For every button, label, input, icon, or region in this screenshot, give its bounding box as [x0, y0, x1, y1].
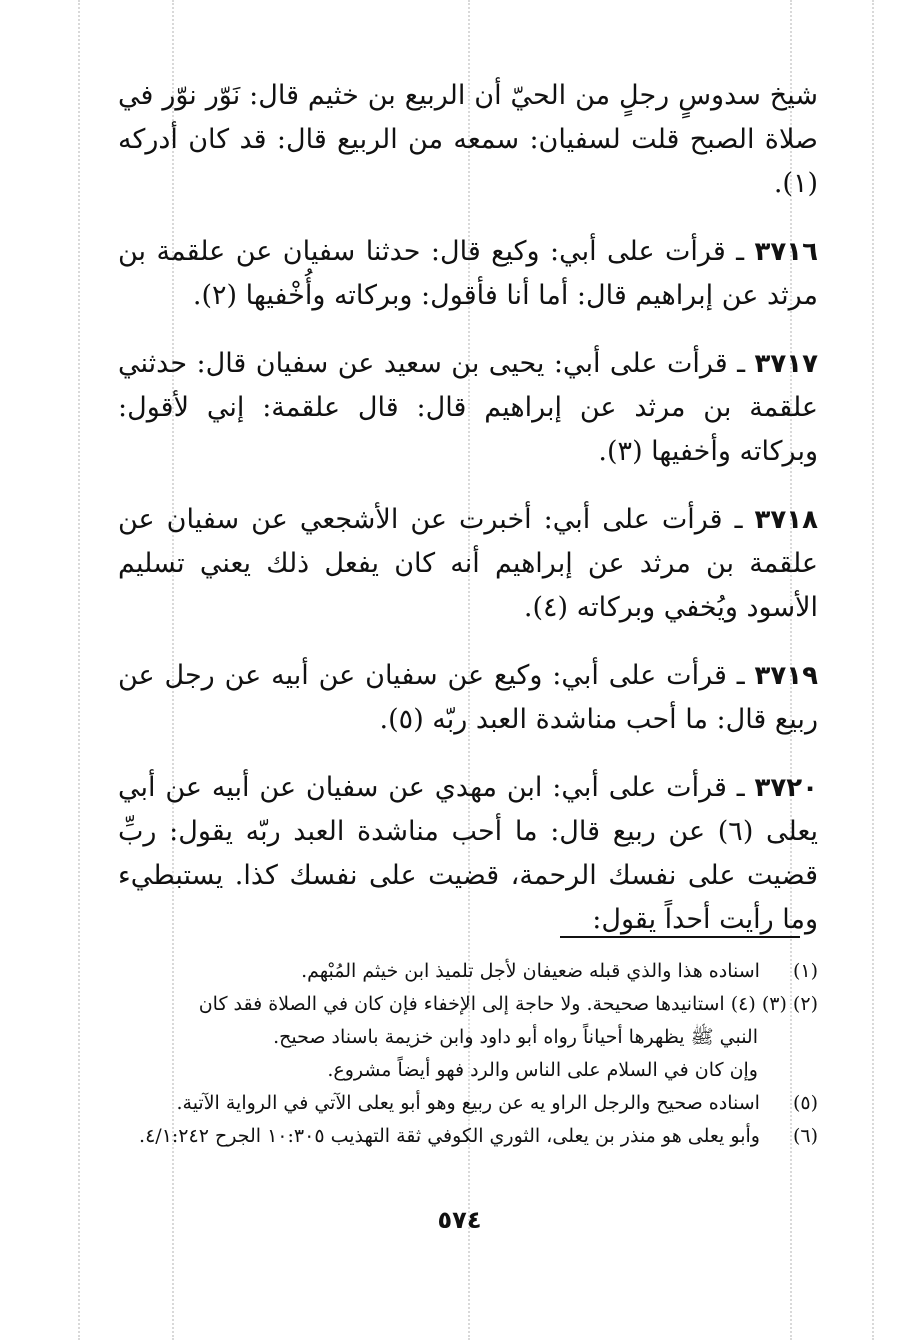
- hadith-3718: [118, 498, 818, 630]
- hadith-3719: [118, 654, 818, 742]
- hadith-number: ٣٧١٧: [754, 349, 818, 379]
- margin-guide-right: [872, 0, 874, 1340]
- footnote-continuation: وإن كان في السلام على الناس والرد فهو أيضاً مشروع.: [327, 1059, 758, 1081]
- footnote-mark: (٦): [792, 1125, 818, 1147]
- footnote-text: اسناده هذا والذي قبله ضعيفان لأجل تلميذ ابن خيثم المُبْهم.: [301, 960, 760, 982]
- footnote-2-3-4: [118, 988, 818, 1021]
- footnote-continuation: النبي ﷺ يظهرها أحياناً رواه أبو داود وابن خزيمة باسناد صحيح.: [273, 1026, 758, 1048]
- main-text: [118, 74, 818, 966]
- page-number: ٥٧٤: [437, 1206, 482, 1234]
- hadith-text: ـ قرأت على أبي: ابن مهدي عن سفيان عن أبيه عن أبي يعلى (٦) عن ربيع قال: ما أحب مناشدة العبد ربّه يقول: ربِّ قضيت على نفسك الرحمة، قضيت على نفسك كذا. يستبطيء وما رأيت أحداً يقول:: [118, 772, 818, 935]
- footnote-text: وأبو يعلى هو منذر بن يعلى، الثوري الكوفي ثقة التهذيب ١٠:٣٠٥ الجرح ٤/١:٢٤٢.: [139, 1125, 760, 1147]
- footnote-mark: (٥): [792, 1092, 818, 1114]
- hadith-number: ٣٧١٦: [754, 237, 818, 267]
- footnote-separator: [560, 936, 800, 938]
- hadith-text: ـ قرأت على أبي: يحيى بن سعيد عن سفيان قال: حدثني علقمة بن مرثد عن إبراهيم قال: قال علقمة: إني لأقول: وبركاته وأخفيها (٣).: [118, 348, 818, 467]
- hadith-text: ـ قرأت على أبي: وكيع عن سفيان عن أبيه عن رجل عن ربيع قال: ما أحب مناشدة العبد ربّه (٥).: [118, 660, 818, 735]
- footnote-mark: (٢) (٣) (٤): [730, 993, 818, 1015]
- hadith-number: ٣٧١٩: [754, 661, 819, 691]
- footnote-mark: (١): [792, 960, 818, 982]
- hadith-number: ٣٧١٨: [754, 505, 818, 535]
- hadith-3716: [118, 230, 818, 318]
- hadith-text: ـ قرأت على أبي: أخبرت عن الأشجعي عن سفيان عن علقمة بن مرثد عن إبراهيم أنه كان يفعل ذلك يعني تسليم الأسود ويُخفي وبركاته (٤).: [118, 504, 818, 623]
- hadith-3717: [118, 342, 818, 474]
- footnotes: [118, 955, 818, 1153]
- footnote-1: [118, 955, 818, 988]
- footnote-5: [118, 1087, 818, 1120]
- hadith-number: ٣٧٢٠: [754, 773, 818, 803]
- hadith-3720: [118, 766, 818, 942]
- margin-guide-left: [78, 0, 80, 1340]
- footnote-text: استانيدها صحيحة. ولا حاجة إلى الإخفاء فإن كان في الصلاة فقد كان: [198, 993, 725, 1015]
- hadith-text: ـ قرأت على أبي: وكيع قال: حدثنا سفيان عن علقمة بن مرثد عن إبراهيم قال: أما أنا فأقول: وبركاته وأُخْفيها (٢).: [118, 236, 818, 311]
- footnote-6: [118, 1120, 818, 1153]
- footnote-text: اسناده صحيح والرجل الراو يه عن ربيع وهو أبو يعلى الآتي في الرواية الآتية.: [176, 1092, 760, 1114]
- paragraph-continuation: شيخ سدوسٍ رجلٍ من الحيّ أن الربيع بن خثيم قال: نَوّر نوّر في صلاة الصبح قلت لسفيان: سمعه من الربيع قال: قد كان أدركه (١).: [118, 80, 818, 199]
